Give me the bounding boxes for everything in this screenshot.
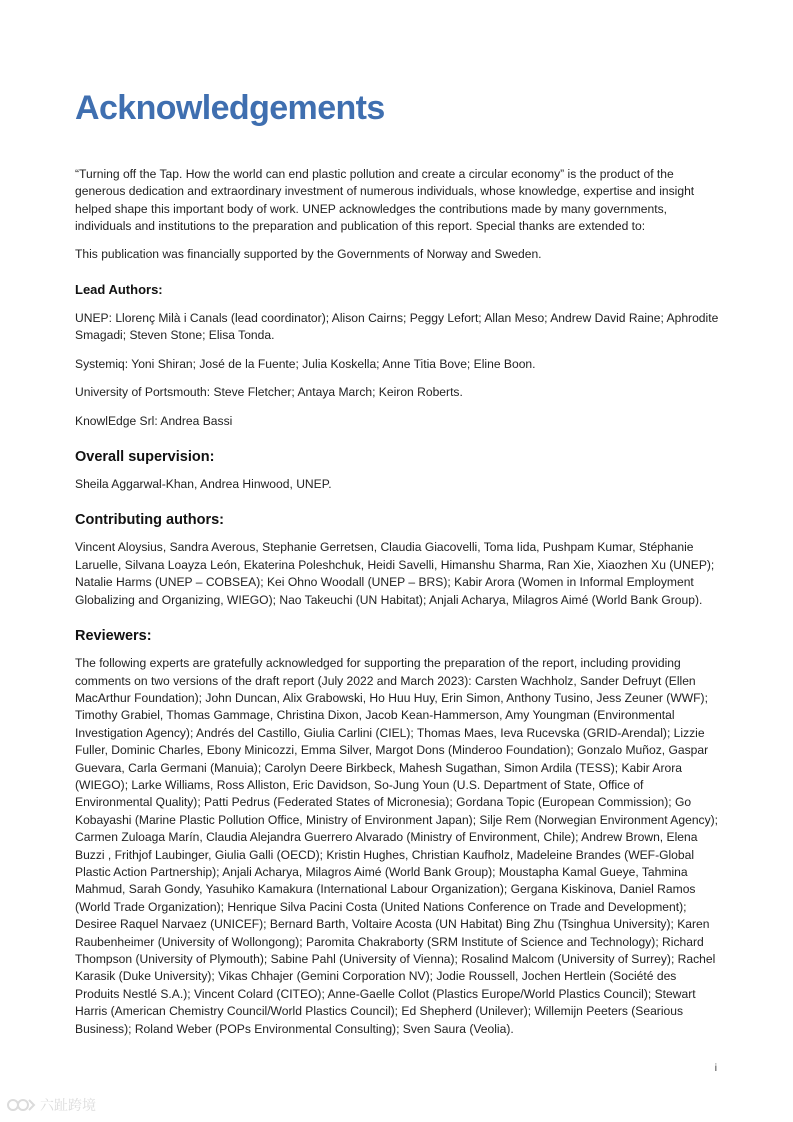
reviewers-text: The following experts are gratefully acknowledged for supporting the preparation of the report, including providing comments on two versions of the draft report (July 2022 and March 2023): Carsten Wachholz, Sander Defruyt (Ellen MacArthur Foundation); John Duncan, Alix Grabowski, Ho Huu Huy, Erin Simon, Anthony Tusino, Jess Zeuner (WWF); Timothy Grabiel, Thomas Gammage, Christina Dixon, Jacob Kean-Hammerson, Amy Youngman (Environmental Investigation Agency); Andrés del Castillo, Giulia Carlini (CIEL); Thomas Maes, Ieva Rucevska (GRID-Arendal); Lizzie Fuller, Dominic Charles, Ebony Minicozzi, Emma Silver, Margot Dons (Minderoo Foundation); Gonzalo Muñoz, Gaspar Guevara, Carla Germani (Manuia); Carolyn Deere Birkbeck, Mahesh Sugathan, Simon Ardila (TESS); Kabir Arora (WIEGO); Larke Williams, Ross Alliston, Eric Davidson, So-Jung Youn (U.S. Department of State, Office of Environmental Quality); Patti Pedrus (Federated States of Micronesia); Gordana Topic (European Commission); Go Kobayashi (Marine Plastic Pollution Office, Ministry of Environment Japan); Silje Rem (Norwegian Environment Agency); Carmen Zuloaga Marín, Claudia Alejandra Guerrero Alvarado (Ministry of Environment, Chile); Andrew Brown, Elena Buzzi , Frithjof Laubinger, Giulia Galli (OECD); Kristin Hughes, Christian Kaufholz, Madeleine Brandes (WEF-Global Plastic Action Partnership); Anjali Acharya, Milagros Aimé (World Bank Group); Moustapha Kamal Gueye, Tahmina Mahmud, Sarah Gondy, Yasuhiko Kamakura (International Labour Organization); Gergana Kiskinova, Daniel Ramos (World Trade Organization); Henrique Silva Pacini Costa (United Nations Conference on Trade and Development); Desiree Raquel Narvaez (UNICEF); Bernard Barth, Voltaire Acosta (UN Habitat) Bing Zhu (Tsinghua University); Karen Raubenheimer (University of Wollongong); Paromita Chakraborty (SRM Institute of Science and Technology); Richard Thompson (University of Plymouth); Sabine Pahl (University of Vienna); Rosalind Malcom (University of Surrey); Rachel Karasik (Duke University); Vikas Chhajer (Gemini Corporation NV); Jodie Roussell, Jochen Hertlein (Société des Produits Nestlé S.A.); Vincent Colard (CITEO); Anne-Gaelle Collot (Plastics Europe/World Plastics Council); Stewart Harris (American Chemistry Council/World Plastics Council); Ed Shepherd (Unilever); Willemijn Peeters (Searious Business); Roland Weber (POPs Environmental Consulting); Sven Saura (Veolia). [75, 656, 719, 1036]
document-page [75, 86, 721, 1038]
contributing-authors-heading: Contributing authors: [75, 512, 225, 529]
lead-authors-unep: UNEP: Llorenç Milà i Canals (lead coordinator); Alison Cairns; Peggy Lefort; Allan Meso; Andrew David Raine; Aphrodite Smagadi; Steven Stone; Elisa Tonda. [75, 311, 719, 343]
reviewers-heading: Reviewers: [75, 628, 152, 645]
lead-authors-portsmouth: University of Portsmouth: Steve Fletcher; Antaya March; Keiron Roberts. [75, 385, 463, 400]
lead-authors-systemiq: Systemiq: Yoni Shiran; José de la Fuente; Julia Koskella; Anne Titia Bove; Eline Boon. [75, 356, 536, 371]
lead-authors-knowledge: KnowlEdge Srl: Andrea Bassi [75, 413, 233, 428]
supervision-text: Sheila Aggarwal-Khan, Andrea Hinwood, UNEP. [75, 477, 332, 492]
page-number: i [714, 1063, 717, 1074]
intro-paragraph: “Turning off the Tap. How the world can end plastic pollution and create a circular economy” is the product of the generous dedication and extraordinary investment of numerous individuals, whose knowledge, expertise and insight helped shape this important body of work. UNEP acknowledges the contributions made by many governments, individuals and institutions to the preparation and publication of this report. Special thanks are extended to: [75, 167, 695, 234]
watermark-text: 六趾跨境 [40, 1098, 96, 1114]
contributing-authors-text: Vincent Aloysius, Sandra Averous, Stephanie Gerretsen, Claudia Giacovelli, Toma Iida, Pushpam Kumar, Stéphanie Laruelle, Silvana Loayza León, Ekaterina Poleshchuk, Heidi Savelli, Himanshu Sharma, Ran Xie, Xiaozhen Xu (UNEP); Natalie Harms (UNEP – COBSEA); Kei Ohno Woodall (UNEP – BRS); Kabir Arora (Women in Informal Employment Globalizing and Organizing, WIEGO); Nao Takeuchi (UN Habitat); Anjali Acharya, Milagros Aimé (World Bank Group). [75, 540, 715, 607]
watermark-logo-icon [6, 1096, 36, 1114]
page-title: Acknowledgements [75, 89, 385, 127]
funding-statement: This publication was financially supported by the Governments of Norway and Sweden. [75, 246, 542, 261]
lead-authors-heading: Lead Authors: [75, 282, 163, 298]
supervision-heading: Overall supervision: [75, 449, 215, 466]
watermark [6, 1095, 96, 1115]
